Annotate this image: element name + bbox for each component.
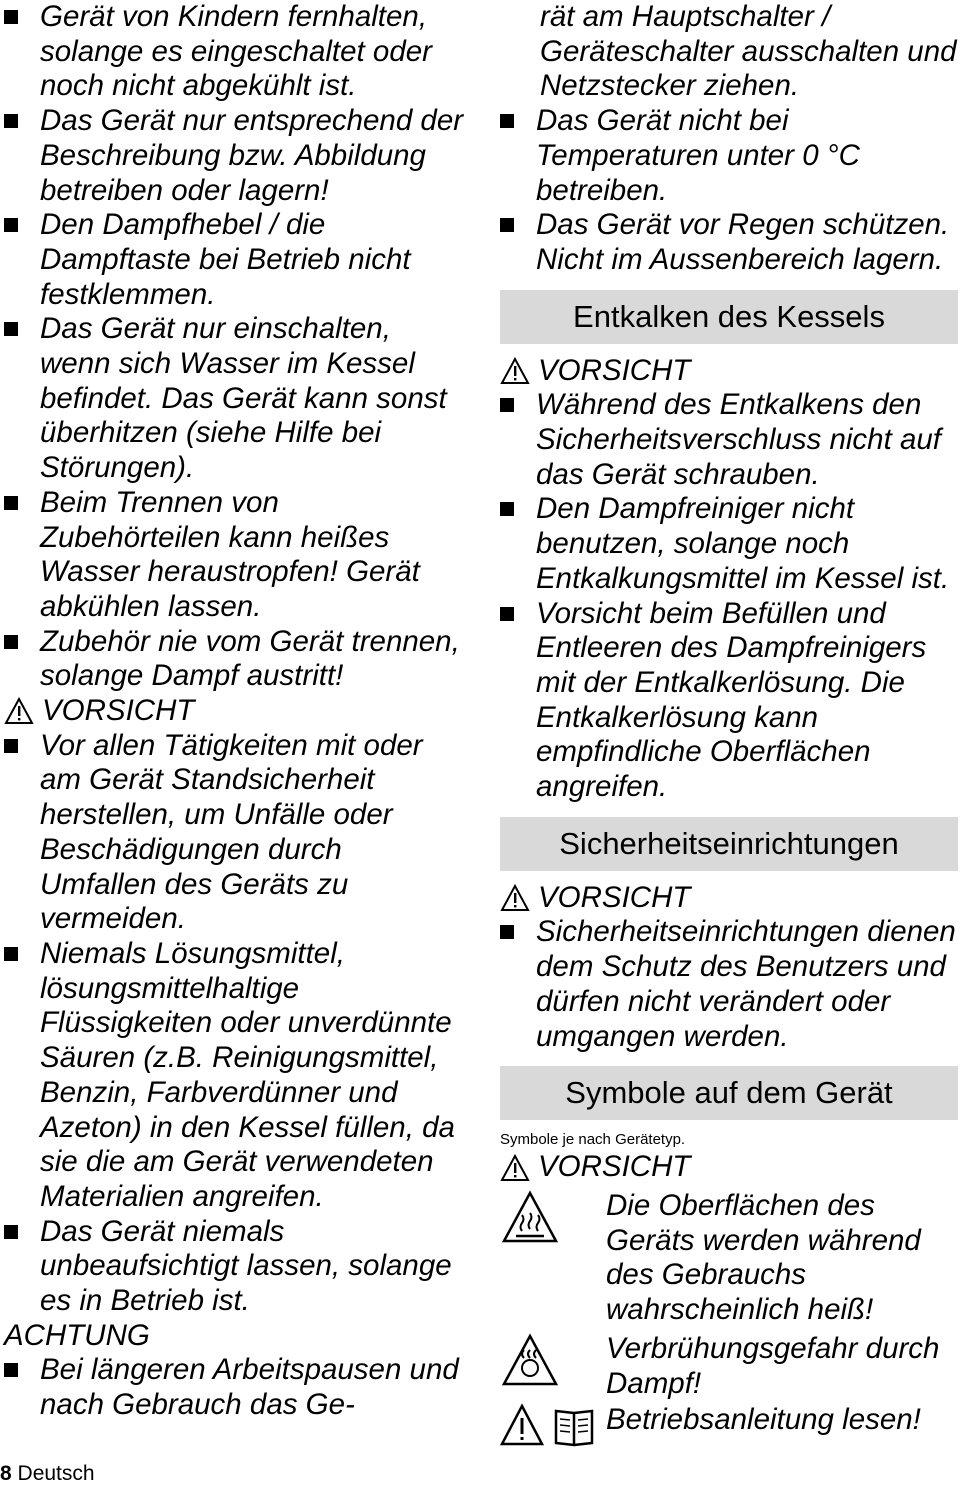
warning-heading: VORSICHT <box>500 354 958 389</box>
warning-triangle-icon <box>500 357 530 385</box>
list-item: Das Gerät vor Regen schützen. Nicht im Aussenbereich lagern. <box>500 208 958 277</box>
section-heading: Symbole auf dem Gerät <box>500 1066 958 1120</box>
list-item: Das Gerät niemals unbeaufsichtigt lassen, solange es in Betrieb ist. <box>4 1215 466 1319</box>
bullet <box>4 114 18 128</box>
list-item: Vor allen Tätigkeiten mit oder am Gerät Standsicherheit herstellen, um Unfälle oder Beschädigungen durch Umfallen des Geräts zu vermeiden. <box>4 729 466 937</box>
achtung-heading: ACHTUNG <box>4 1318 150 1352</box>
note: Symbole je nach Gerätetyp. <box>500 1131 686 1149</box>
bullet <box>4 1225 18 1239</box>
left-column <box>4 0 466 1423</box>
bullet <box>500 607 514 621</box>
bullet <box>4 218 18 232</box>
warning-heading: VORSICHT <box>500 1150 958 1185</box>
section-heading: Entkalken des Kessels <box>500 290 958 344</box>
list-item: Das Gerät nur entsprechend der Beschreibung bzw. Abbildung betreiben oder lagern! <box>4 104 466 208</box>
page-number: 8 <box>0 1462 12 1485</box>
list-item: Das Gerät nur einschalten, wenn sich Wasser im Kessel befindet. Das Gerät kann sonst überhitzen (siehe Hilfe bei Störungen). <box>4 312 466 486</box>
continued-text: rät am Hauptschalter / Geräteschalter ausschalten und Netzstecker ziehen. <box>540 0 957 103</box>
bullet <box>500 218 514 232</box>
footer-language: Deutsch <box>17 1462 95 1485</box>
warning-heading: VORSICHT <box>500 881 958 916</box>
warning-triangle-icon <box>4 697 34 725</box>
list-item: Während des Entkalkens den Sicherheitsverschluss nicht auf das Gerät schrauben. <box>500 388 958 492</box>
list-item: Das Gerät nicht bei Temperaturen unter 0 °C betreiben. <box>500 104 958 208</box>
list-item: Sicherheitseinrichtungen dienen dem Schutz des Benutzers und dürfen nicht verändert oder umgangen werden. <box>500 915 958 1054</box>
warning-triangle-icon <box>500 1154 530 1182</box>
list-item: Den Dampfhebel / die Dampftaste bei Betrieb nicht festklemmen. <box>4 208 466 312</box>
list-item: Den Dampfreiniger nicht benutzen, solange noch Entkalkungsmittel im Kessel ist. <box>500 492 958 596</box>
bullet <box>4 947 18 961</box>
symbol-row: Betriebsanleitung lesen! <box>500 1403 958 1447</box>
bullet <box>4 496 18 510</box>
bullet <box>4 1363 18 1377</box>
list-item: Gerät von Kindern fernhalten, solange es eingeschaltet oder noch nicht abgekühlt ist. <box>4 0 466 104</box>
list-item: Zubehör nie vom Gerät trennen, solange Dampf austritt! <box>4 625 466 694</box>
bullet <box>4 739 18 753</box>
list-item: Bei längeren Arbeitspausen und nach Gebrauch das Ge- <box>4 1353 466 1422</box>
bullet <box>4 10 18 24</box>
bullet <box>4 322 18 336</box>
list-item: Vorsicht beim Befüllen und Entleeren des Dampfreinigers mit der Entkalkerlösung. Die Entkalkerlösung kann empfindliche Oberflächen angreifen. <box>500 597 958 805</box>
list-item: Niemals Lösungsmittel, lösungsmittelhaltige Flüssigkeiten oder unverdünnte Säuren (z.B. Reinigungsmittel, Benzin, Farbverdünner und Azeton) in den Kessel füllen, da sie die am Gerät verwendeten Materialien angreifen. <box>4 937 466 1215</box>
symbol-row: Verbrühungsgefahr durch Dampf! <box>500 1332 958 1401</box>
list-item: Beim Trennen von Zubehörteilen kann heißes Wasser heraustropfen! Gerät abkühlen lassen. <box>4 486 466 625</box>
bullet <box>4 635 18 649</box>
read-manual-icon <box>500 1403 600 1447</box>
warning-heading: VORSICHT <box>4 694 466 729</box>
bullet <box>500 398 514 412</box>
warning-triangle-icon <box>500 884 530 912</box>
right-column <box>500 0 958 1447</box>
steam-scald-icon <box>500 1332 560 1388</box>
bullet <box>500 114 514 128</box>
bullet <box>500 502 514 516</box>
page-footer <box>0 1462 95 1486</box>
bullet <box>500 925 514 939</box>
section-heading: Sicherheitseinrichtungen <box>500 817 958 871</box>
symbol-row: Die Oberflächen des Geräts werden während des Gebrauchs wahrscheinlich heiß! <box>500 1189 958 1328</box>
hot-surface-icon <box>500 1189 560 1245</box>
